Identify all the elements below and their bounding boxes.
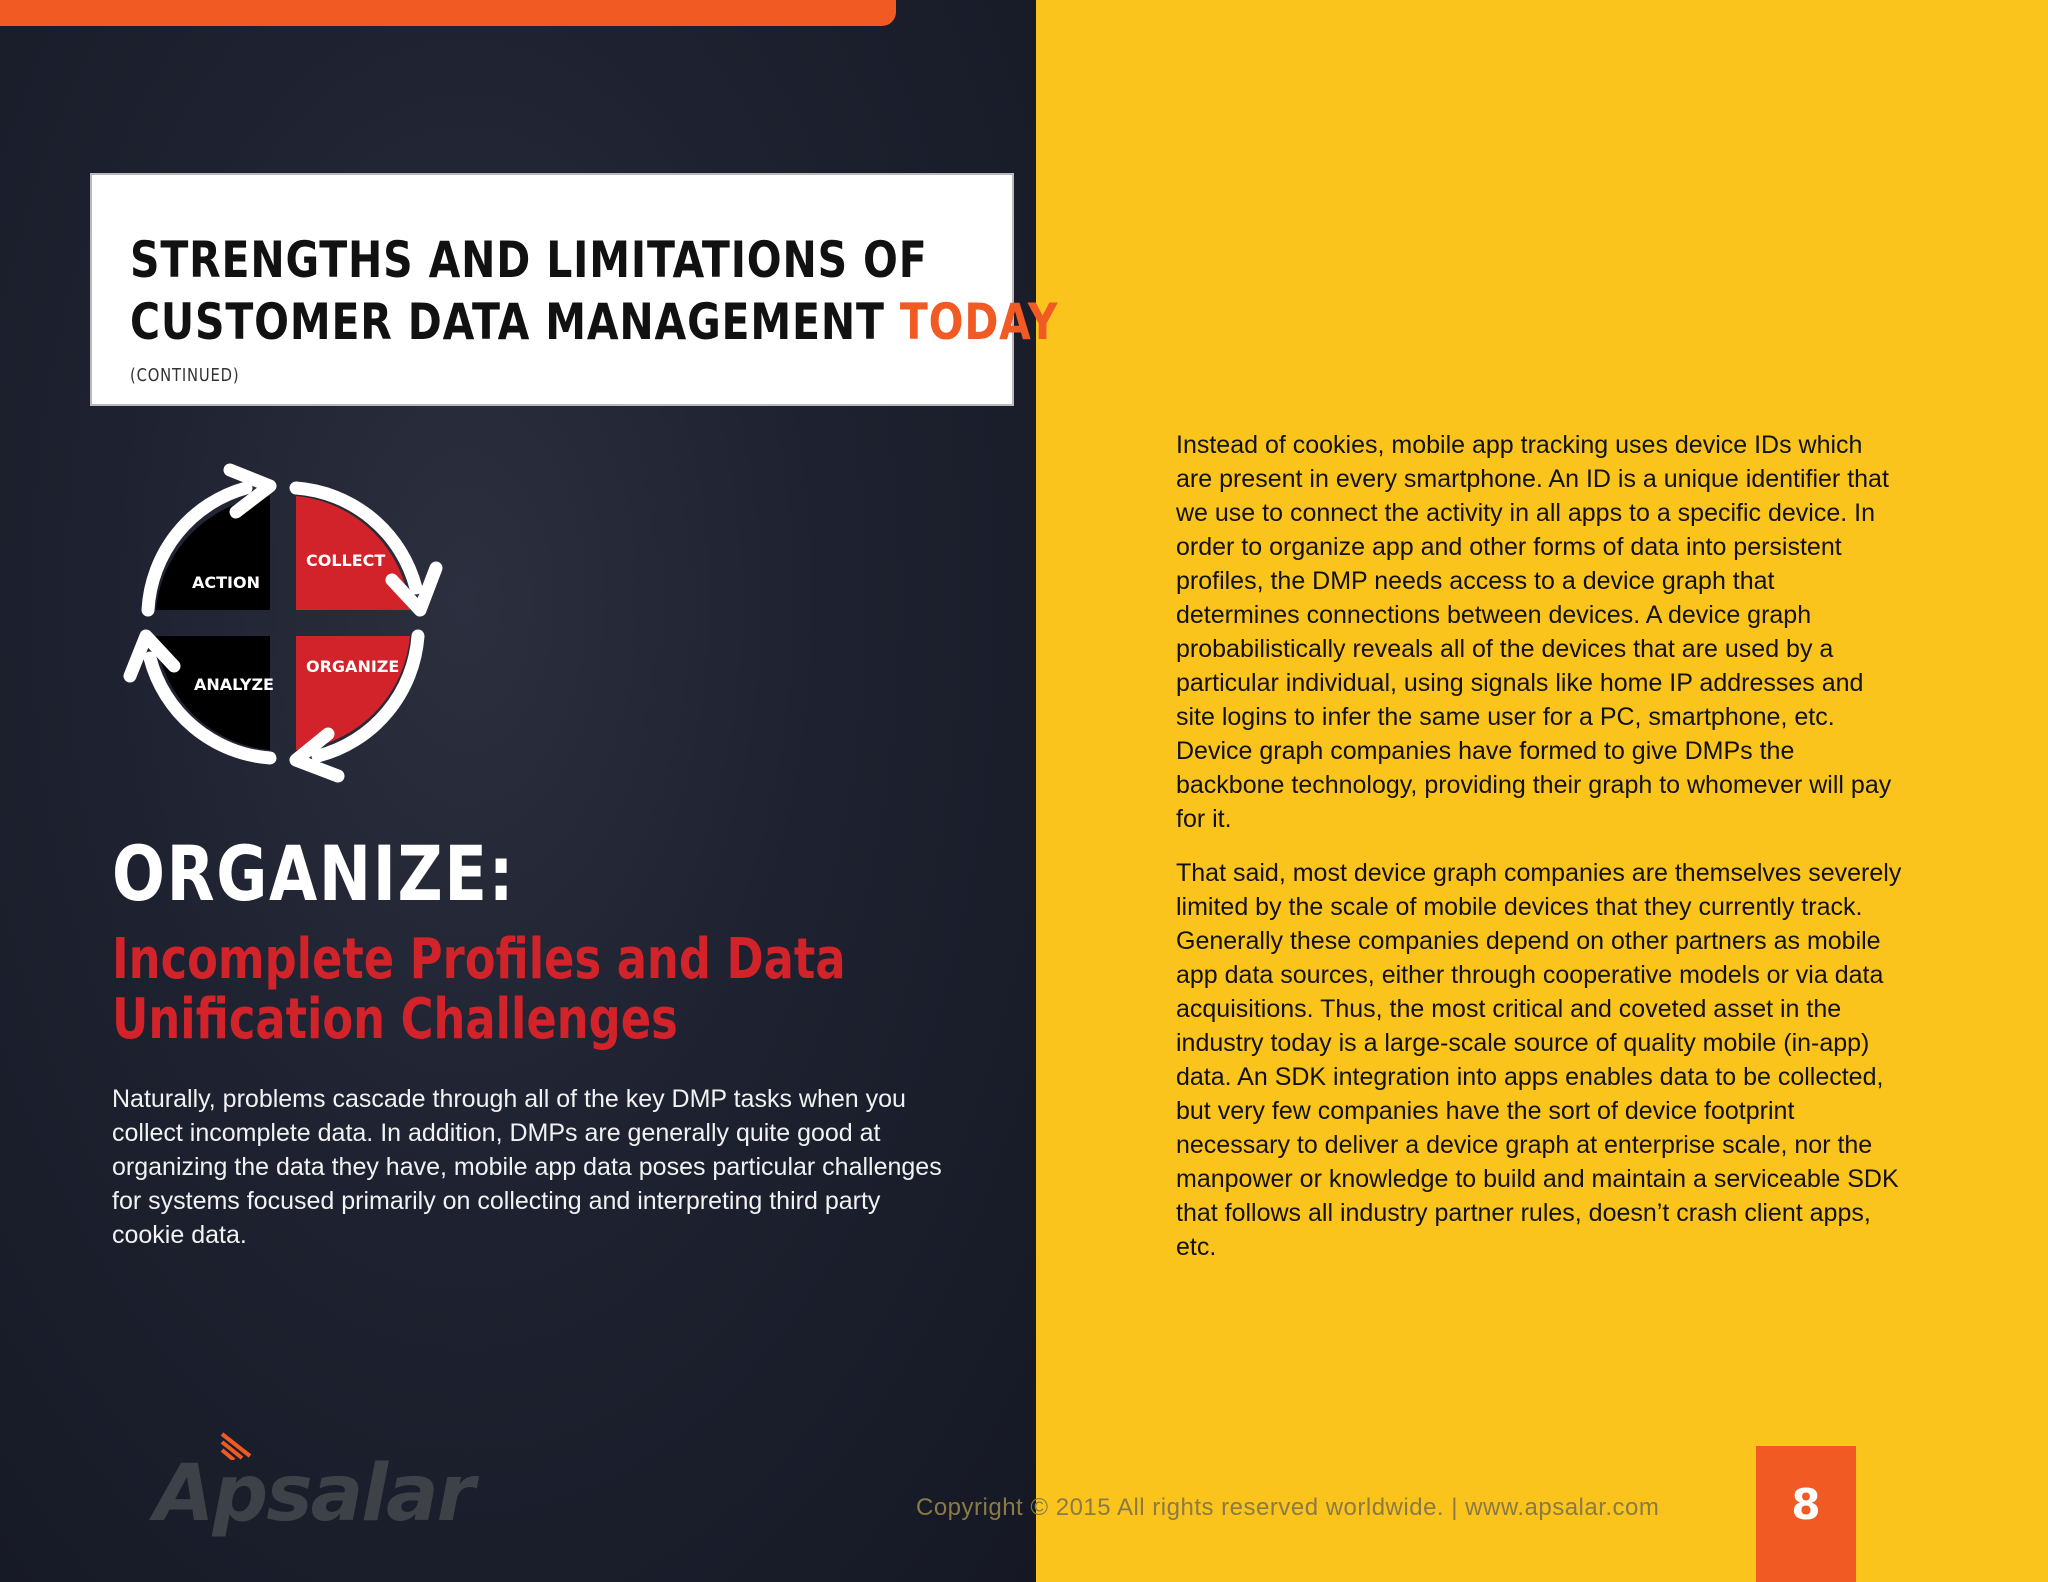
right-paragraph-2: That said, most device graph companies are themselves severely limited by the scale of mobile devices that they currently track. Generally these companies depend on other partners as mobile app data sources, either through cooperative models or via data acquisitions. Thus, the most critical and coveted asset in the industry today is a large-scale source of quality mobile (in-app) data. An SDK integration into apps enables data to be collected, but very few companies have the sort of device footprint necessary to deliver a device graph at enterprise scale, nor the manpower or knowledge to build and maintain a serviceable SDK that follows all industry partner rules, doesn’t crash client apps, etc. [1176, 859, 1902, 1261]
title-box [90, 173, 1059, 406]
top-accent-bar [0, 0, 896, 26]
section-heading: ORGANIZE: [112, 829, 516, 918]
section-subheading-line1: Incomplete Profiles and Data [112, 927, 846, 992]
page-title-highlight: TODAY [899, 293, 1059, 351]
label-analyze: ANALYZE [194, 675, 274, 694]
section-subheading-line2: Unification Challenges [112, 987, 678, 1052]
right-column-text [1176, 428, 1904, 1284]
section-body: Naturally, problems cascade through all of the key DMP tasks when you collect incomplete data. In addition, DMPs are generally quite good at organizing the data they have, mobile app data poses particular challenges for systems focused primarily on collecting and interpreting third party cookie data. [112, 1085, 942, 1249]
dmp-cycle-diagram [118, 458, 458, 798]
copyright-text: Copyright © 2015 All rights reserved worldwide. | www.apsalar.com [916, 1494, 1660, 1521]
page-title [130, 229, 1058, 353]
right-paragraph-1: Instead of cookies, mobile app tracking uses device IDs which are present in every smartphone. An ID is a unique identifier that we use to connect the activity in all apps to a specific device. In order to organize app and other forms of data into persistent profiles, the DMP needs access to a device graph that determines connections between devices. A device graph probabilistically reveals all of the devices that are used by a particular individual, using signals like home IP addresses and site logins to infer the same user for a PC, smartphone, etc. Device graph companies have formed to give DMPs the backbone technology, providing their graph to whomever will pay for it. [1176, 431, 1892, 833]
page-number-box [1756, 1446, 1856, 1582]
page-number: 8 [1791, 1480, 1821, 1529]
quadrant-action [156, 496, 270, 610]
page-title-line2: CUSTOMER DATA MANAGEMENT [130, 293, 900, 351]
quadrant-organize [296, 636, 410, 750]
section-subheading [112, 927, 846, 1052]
label-action: ACTION [192, 573, 260, 592]
label-collect: COLLECT [306, 551, 386, 570]
logo-text: Apsalar [154, 1449, 474, 1539]
page-subtitle: (CONTINUED) [130, 365, 240, 386]
label-organize: ORGANIZE [306, 657, 400, 676]
page-title-line1: STRENGTHS AND LIMITATIONS OF [130, 231, 928, 289]
